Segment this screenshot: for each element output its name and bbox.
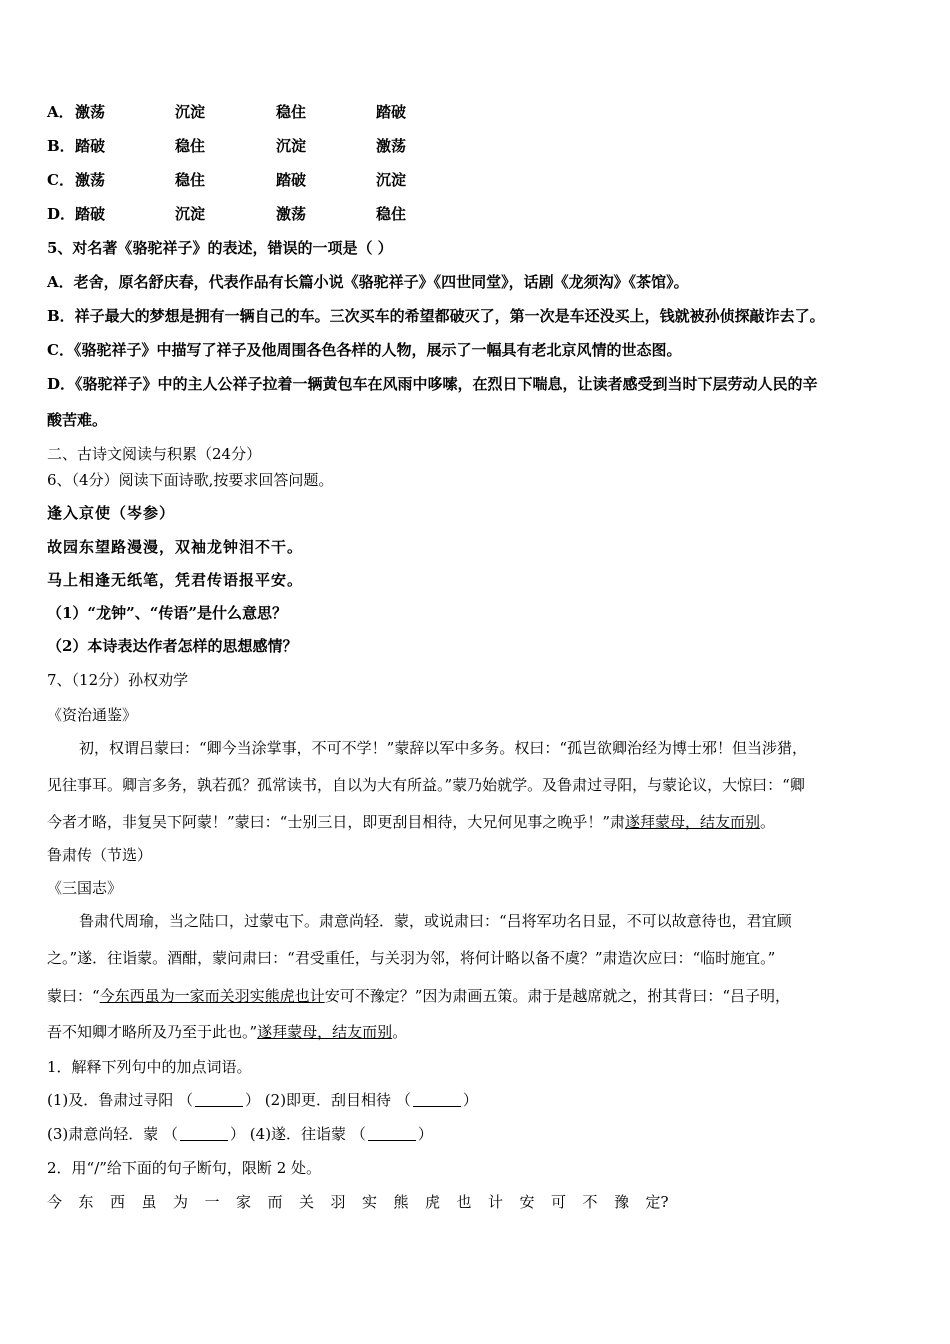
answer-blank[interactable] [368, 1126, 416, 1141]
option-word: 踏破 [376, 103, 407, 121]
sentence-char: 一 [204, 1193, 220, 1211]
underlined-sentence: 遂拜蒙母，结友而别 [257, 1023, 393, 1041]
option-word: 稳住 [175, 171, 206, 189]
sentence-char: 熊 [393, 1193, 409, 1211]
sentence-char: 羽 [330, 1193, 346, 1211]
underlined-sentence: 遂拜蒙母，结友而别 [625, 813, 761, 831]
sentence-char: 家 [236, 1193, 252, 1211]
sentence-char: 可 [551, 1193, 567, 1211]
sentence-char: 今 [47, 1193, 63, 1211]
poem-title: 逢入京使（岑参） [47, 504, 176, 522]
passage-text: 安可不豫定？”因为肃画五策。肃于是越席就之，拊其背曰：“吕子明， [324, 987, 791, 1005]
poem-line: 故园东望路漫漫，双袖龙钟泪不干。 [47, 538, 304, 556]
q6-sub-question: （2）本诗表达作者怎样的思想感情？ [47, 637, 298, 655]
option-word: 沉淀 [175, 205, 206, 223]
task-1-items [47, 1124, 433, 1144]
option-word: 激荡 [75, 171, 106, 189]
item-text: ） (2)即更．刮目相待 （ [245, 1091, 411, 1109]
answer-blank[interactable] [180, 1126, 228, 1141]
sentence-char: 计 [488, 1193, 504, 1211]
section-heading: 二、古诗文阅读与积累（24分） [47, 445, 262, 463]
q5-option-d: D．《骆驼祥子》中的主人公祥子拉着一辆黄包车在风雨中哆嗦，在烈日下喘息，让读者感受到当时下层劳动人民的辛 [47, 375, 818, 393]
item-text: ） [417, 1125, 433, 1143]
sentence-char: 定? [645, 1193, 669, 1211]
underlined-sentence: 今东西虽为一家而关羽实熊虎也计 [99, 987, 325, 1005]
q4-option-d [47, 204, 407, 224]
option-label: B． [47, 137, 75, 155]
option-word: 踏破 [75, 205, 106, 223]
option-word: 踏破 [75, 137, 106, 155]
passage-line [47, 1022, 407, 1042]
q6-sub-question: （1）“龙钟”、“传语”是什么意思？ [47, 604, 287, 622]
sentence-char: 虽 [141, 1193, 157, 1211]
task-2-stem: 2．用“/”给下面的句子断句，限断 2 处。 [47, 1159, 322, 1177]
q4-option-c [47, 170, 407, 190]
passage-line [47, 986, 790, 1006]
q5-stem: 5、对名著《骆驼祥子》的表述，错误的一项是（ ） [47, 239, 393, 257]
q5-option-b: B．祥子最大的梦想是拥有一辆自己的车。三次买车的希望都破灭了，第一次是车还没买上，钱就被孙侦探敲诈去了。 [47, 307, 825, 325]
option-word: 稳住 [175, 137, 206, 155]
sentence-char: 西 [110, 1193, 126, 1211]
passage-line: 鲁肃代周瑜，当之陆口，过蒙屯下。肃意尚轻．蒙，或说肃曰：“吕将军功名日显，不可以故意待也，君宜顾 [79, 912, 792, 930]
source-title: 《三国志》 [47, 879, 123, 897]
option-label: A． [47, 103, 74, 121]
passage-text: 吾不知卿才略所及乃至于此也。” [47, 1023, 258, 1041]
q6-stem: 6、（4分）阅读下面诗歌,按要求回答问题。 [47, 471, 334, 489]
passage-line: 初，权谓吕蒙曰：“卿今当涂掌事，不可不学！”蒙辞以军中多务。权曰：“孤岂欲卿治经为博士邪！但当涉猎， [79, 739, 808, 757]
sentence-char: 不 [582, 1193, 598, 1211]
sentence-char: 而 [267, 1193, 283, 1211]
passage-line: 之。”遂．往诣蒙。酒酣，蒙问肃曰：“君受重任，与关羽为邻，将何计略以备不虞？”肃造次应曰：“临时施宜。” [47, 949, 776, 967]
q4-option-a [47, 102, 407, 122]
q5-option-a: A．老舍，原名舒庆春，代表作品有长篇小说《骆驼祥子》《四世同堂》，话剧《龙须沟》《茶馆》。 [47, 273, 689, 291]
answer-blank[interactable] [413, 1092, 461, 1107]
item-text: ） (4)遂．往诣蒙 （ [230, 1125, 366, 1143]
sentence-char: 关 [299, 1193, 315, 1211]
q5-option-c: C．《骆驼祥子》中描写了祥子及他周围各色各样的人物，展示了一幅具有老北京风情的世态图。 [47, 341, 682, 359]
passage-line: 见往事耳。卿言多务，孰若孤？孤常读书，自以为大有所益。”蒙乃始就学。及鲁肃过寻阳，与蒙论议，大惊曰：“卿 [47, 776, 805, 794]
sentence-char: 虎 [425, 1193, 441, 1211]
sentence-char: 安 [519, 1193, 535, 1211]
q7-stem: 7、（12分）孙权劝学 [47, 671, 189, 689]
option-word: 稳住 [276, 103, 307, 121]
option-word: 踏破 [276, 171, 307, 189]
option-label: D． [47, 205, 76, 223]
option-word: 沉淀 [376, 171, 407, 189]
source-title: 《资治通鉴》 [47, 706, 138, 724]
sentence-char: 为 [173, 1193, 189, 1211]
passage-text: 今者才略，非复吴下阿蒙！”蒙曰：“士别三日，即更刮目相待，大兄何见事之晚乎！”肃 [47, 813, 626, 831]
punctuation-sentence [47, 1192, 677, 1212]
passage-line [47, 812, 775, 832]
option-word: 激荡 [376, 137, 407, 155]
passage-text: 蒙曰：“ [47, 987, 100, 1005]
item-text: (1)及．鲁肃过寻阳 （ [47, 1091, 194, 1109]
sentence-char: 豫 [614, 1193, 630, 1211]
item-text: ） [462, 1091, 478, 1109]
q5-option-d-cont: 酸苦难。 [47, 411, 108, 429]
q4-option-b [47, 136, 407, 156]
poem-line: 马上相逢无纸笔，凭君传语报平安。 [47, 571, 304, 589]
option-word: 沉淀 [175, 103, 206, 121]
task-1-stem: 1．解释下列句中的加点词语。 [47, 1058, 252, 1076]
sentence-char: 也 [456, 1193, 472, 1211]
option-word: 沉淀 [276, 137, 307, 155]
answer-blank[interactable] [195, 1092, 243, 1107]
option-word: 激荡 [276, 205, 307, 223]
option-label: C． [47, 171, 74, 189]
passage-text: 。 [760, 813, 776, 831]
option-word: 激荡 [75, 103, 106, 121]
task-1-items [47, 1090, 478, 1110]
passage-text: 。 [392, 1023, 408, 1041]
sentence-char: 东 [78, 1193, 94, 1211]
option-word: 稳住 [376, 205, 407, 223]
passage-title: 鲁肃传（节选） [47, 846, 153, 864]
item-text: (3)肃意尚轻．蒙 （ [47, 1125, 179, 1143]
sentence-char: 实 [362, 1193, 378, 1211]
